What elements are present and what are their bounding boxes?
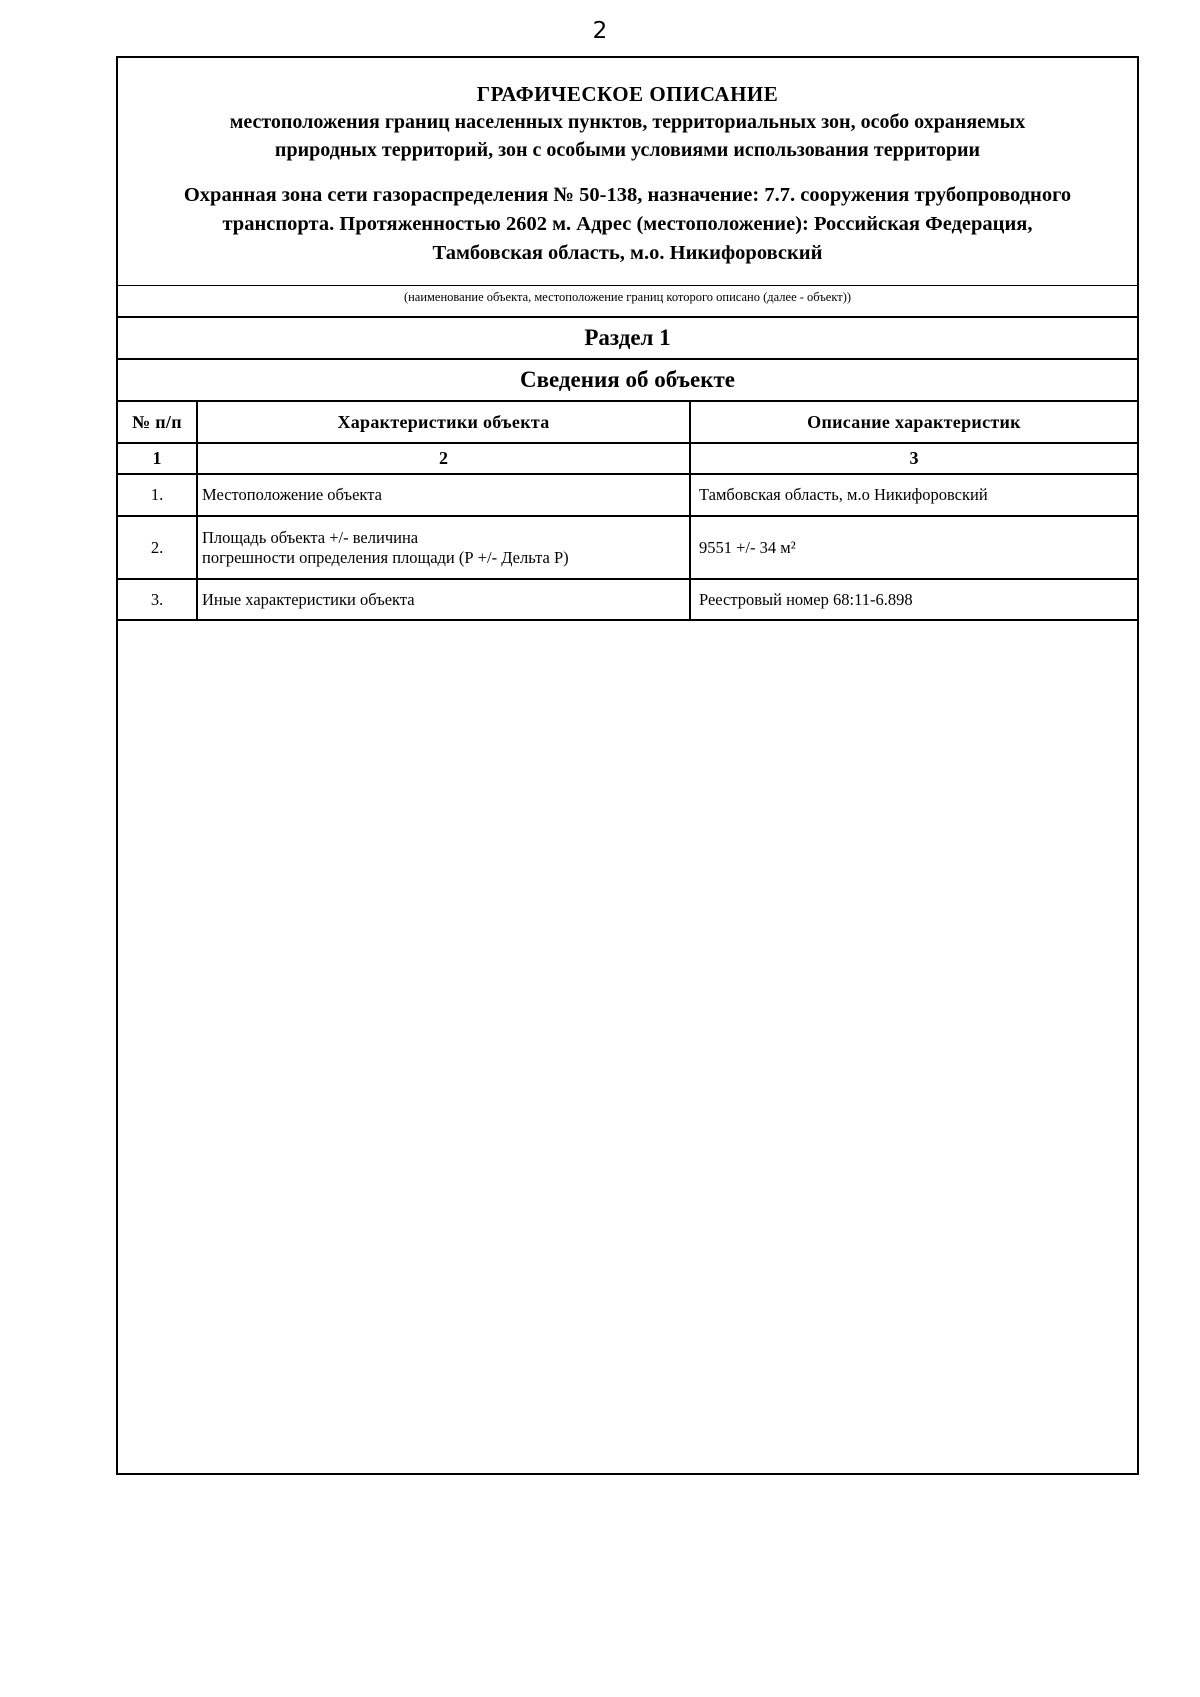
row-characteristic: Местоположение объекта	[197, 474, 690, 516]
row-description: 9551 +/- 34 м²	[690, 516, 1137, 579]
object-caption: (наименование объекта, местоположение границ которого описано (далее - объект))	[118, 286, 1137, 318]
column-number-2: 2	[197, 443, 690, 474]
header-description: Описание характеристик	[690, 402, 1137, 443]
row-characteristic: Иные характеристики объекта	[197, 579, 690, 620]
document-frame	[116, 56, 1139, 1475]
page-number: 2	[592, 18, 608, 44]
subtitle-line-2: природных территорий, зон с особыми условиями использования территории	[274, 139, 981, 161]
table-row	[118, 516, 1137, 579]
table-row	[118, 474, 1137, 516]
document-title: ГРАФИЧЕСКОЕ ОПИСАНИЕ	[476, 82, 779, 106]
row-characteristic	[197, 516, 690, 579]
column-number-1: 1	[118, 443, 197, 474]
row-number: 3.	[118, 579, 197, 620]
section-subtitle: Сведения об объекте	[118, 360, 1137, 402]
row-number: 2.	[118, 516, 197, 579]
row-characteristic-line-1: Площадь объекта +/- величина	[202, 527, 419, 547]
row-description: Тамбовская область, м.о Никифоровский	[690, 474, 1137, 516]
row-characteristic-line-2: погрешности определения площади (Р +/- Дельта Р)	[202, 547, 569, 567]
row-description: Реестровый номер 68:11-6.898	[690, 579, 1137, 620]
object-name-line-1: Охранная зона сети газораспределения № 50-138, назначение: 7.7. сооружения трубопроводного	[183, 184, 1072, 206]
object-name-line-3: Тамбовская область, м.о. Никифоровский	[432, 242, 823, 264]
subtitle-line-1: местоположения границ населенных пунктов, территориальных зон, особо охраняемых	[229, 111, 1026, 133]
section-title: Раздел 1	[118, 318, 1137, 360]
row-number: 1.	[118, 474, 197, 516]
object-info-table	[118, 402, 1137, 621]
header-number: № п/п	[118, 402, 197, 443]
table-column-numbers-row	[118, 443, 1137, 474]
column-number-3: 3	[690, 443, 1137, 474]
object-name-line-2: транспорта. Протяженностью 2602 м. Адрес (местоположение): Российская Федерация,	[222, 213, 1033, 235]
document-header	[118, 58, 1137, 286]
header-characteristics: Характеристики объекта	[197, 402, 690, 443]
table-header-row	[118, 402, 1137, 443]
document-subtitle	[118, 108, 1137, 164]
object-name	[118, 181, 1137, 268]
table-row	[118, 579, 1137, 620]
